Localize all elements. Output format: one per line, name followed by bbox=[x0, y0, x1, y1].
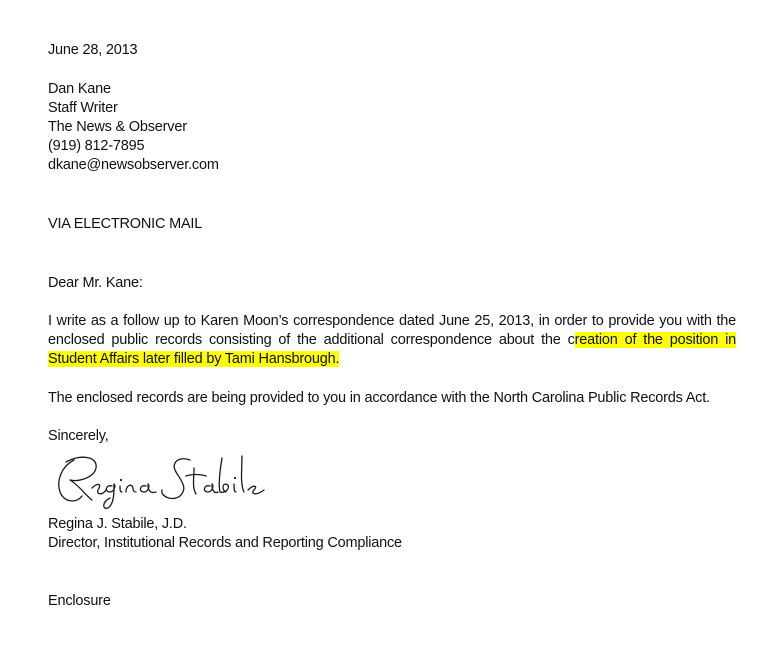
sender-name: Regina J. Stabile, J.D. bbox=[48, 516, 187, 532]
delivery-method: VIA ELECTRONIC MAIL bbox=[48, 216, 203, 232]
closing: Sincerely, bbox=[48, 428, 109, 444]
body-paragraph-1 bbox=[48, 312, 736, 369]
recipient-name: Dan Kane bbox=[48, 81, 111, 97]
recipient-organization: The News & Observer bbox=[48, 119, 187, 135]
recipient-email: dkane@newsobserver.com bbox=[48, 157, 219, 173]
body-paragraph-1-text: I write as a follow up to Karen Moon’s correspondence dated June 25, 2013, in order to provide you with the enclosed public records consisting of the additional correspondence about the c bbox=[48, 313, 736, 348]
handwritten-signature bbox=[52, 446, 282, 516]
body-paragraph-2: The enclosed records are being provided to you in accordance with the North Carolina Public Records Act. bbox=[48, 390, 710, 406]
salutation: Dear Mr. Kane: bbox=[48, 275, 143, 291]
sender-title: Director, Institutional Records and Reporting Compliance bbox=[48, 535, 402, 551]
highlighted-text: reation of the position in Student Affairs later filled by Tami Hansbrough. bbox=[48, 332, 737, 367]
recipient-phone: (919) 812-7895 bbox=[48, 138, 145, 154]
enclosure-note: Enclosure bbox=[48, 593, 111, 609]
letter-date: June 28, 2013 bbox=[48, 42, 138, 58]
recipient-title: Staff Writer bbox=[48, 100, 118, 116]
